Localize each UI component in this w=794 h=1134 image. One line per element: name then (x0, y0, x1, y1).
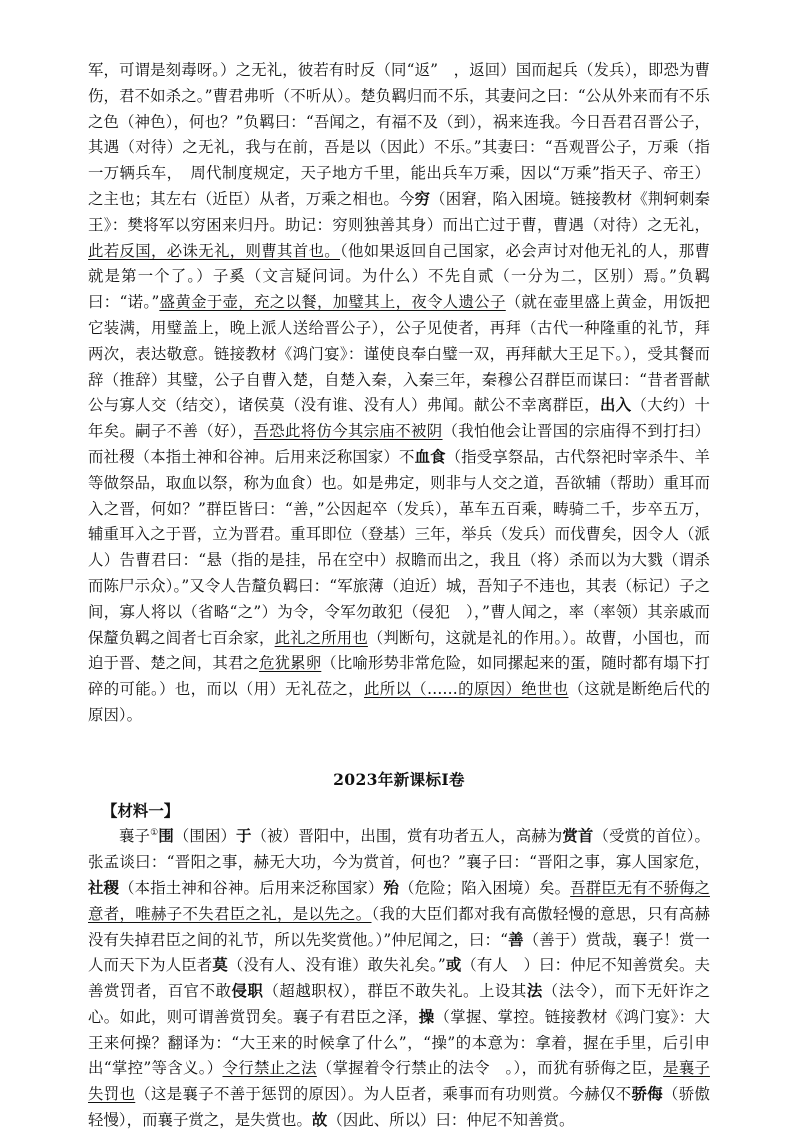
material-label: 【材料一】 (102, 801, 180, 820)
underlined-text: 吾群臣无有不骄侮之意者，唯赫子不失君臣之礼，是以先之。 (88, 878, 710, 923)
passage-1-paragraph (88, 58, 710, 729)
text-run: （比喻形势非常危险，如同摞起来的蛋，随时都有塌下打碎的可能。）也，而以（用）无礼莅之， (88, 654, 710, 699)
underlined-text: 此礼之所用也 (274, 628, 368, 647)
bold-keyword: 善 (508, 930, 524, 949)
bold-keyword: 侵职 (231, 982, 264, 1001)
text-run: 军，可谓是刻毒呀。）之无礼，彼若有时反（同“返” ，返回）国而起兵（发兵），即恐为曹伤，君不如杀之。”曹君弗听（不听从）。楚负羁归而不乐，其妻问之曰：“公从外来而有不乐之色（神色），何也？”负羁曰：“吾闻之，有福不及（到），祸来连我。今日吾君召晋公子，其遇（对待）之无礼，我与在前，吾是以（因此）不乐。”其妻曰：“吾观晋公子，万乘（指一万辆兵车， 周代制度规定，天子地方千里，能出兵车万乘，因以“万乘”指天子、帝王）之主也；其左右（近臣）从者，万乘之相也。今 (88, 61, 710, 208)
text-run: （超越职权），群臣不敢失礼。上设其 (263, 982, 527, 1001)
bold-keyword: 社稷 (88, 878, 120, 897)
bold-keyword: 血食 (414, 447, 446, 466)
text-run: （骄傲轻慢），而襄子赏之，是失赏也。 (88, 1085, 710, 1130)
text-run: （这是襄子不善于惩罚的原因）。为人臣者，乘事而有功则赏。今赫仅不 (135, 1085, 632, 1104)
text-run: （因此、所以）曰：仲尼不知善赏。 (327, 1111, 575, 1130)
underlined-text: 是襄子失罚也 (88, 1059, 710, 1104)
underlined-text: 盛黄金于壶，充之以餐，加璧其上，夜令人遗公子 (159, 293, 506, 312)
bold-keyword: 赏首 (562, 827, 594, 846)
bold-keyword: 莫 (212, 956, 228, 975)
underlined-text: 吾恐此将仿今其宗庙不被阴 (253, 422, 443, 441)
underlined-text: 此所以（……的原因）绝世也 (363, 680, 569, 699)
text-run: （这就是断绝后代的原因）。 (88, 680, 711, 724)
section-heading: 2023年新课标Ⅰ卷 (333, 769, 465, 789)
text-run: （危险；陷入困境）矣。 (399, 878, 571, 897)
text-run: （指受享祭品，古代祭祀时宰杀牛、羊等做祭品，取血以祭，称为血食）也。如是弗定，则非与人交之道，吾欲辅（帮助）重耳而入之晋，何如？”群臣皆曰：“善，”公因起卒（发兵），革车五百乘，畴骑二千，步卒五万，辅重耳入之于晋，立为晋君。重耳即位（登基）三年，举兵（发兵）而伐曹矣，因令人（派人）告曹君曰：“悬（指的是挂，吊在空中）叔瞻而出之，我且（将）杀而以为大戮（谓杀而陈尸示众）。”又令人告釐负羁曰：“军旅薄（迫近）城，吾知子不违也，其表（标记）子之间，寡人将以（省略“之”）为令，令军勿敢犯（侵犯 ），”曹人闻之，率（率领）其亲戚而保釐负羁之闾者七百余家， (88, 447, 710, 647)
text-run: （围困） (173, 827, 237, 846)
text-run: （掌握、掌控。链接教材《鸿门宴》：大王来何操？翻译为：“大王来的时候拿了什么”，“操”的本意为：拿着，握在手里，后引申出“掌控”等含义。） (88, 1007, 710, 1078)
text-run: （判断句，这就是礼的作用。）。故曹，小国也，而迫于晋、楚之间，其君之 (88, 628, 710, 673)
bold-keyword: 或 (445, 956, 462, 975)
bold-keyword: 围 (158, 827, 174, 846)
bold-keyword: 穷 (414, 189, 431, 208)
text-run: （受赏的首位）。张孟谈曰：“晋阳之事，赫无大功，今为赏首，何也？”襄子曰：“晋阳之事，寡人国家危， (88, 827, 710, 872)
underlined-text: 危犹累卵 (259, 654, 322, 673)
text-run: 襄子 (119, 827, 151, 846)
text-run: （有人 ）曰：仲尼不知善赏矣。夫善赏罚者，百官不敢 (88, 956, 710, 1001)
text-run: （法令），而下无奸诈之心。如此，则可谓善赏罚矣。襄子有君臣之泽， (88, 982, 711, 1026)
text-run: （善于）赏哉，襄子！赏一人而天下为人臣者 (88, 930, 710, 975)
text-run: （我怕他会让晋国的宗庙得不到打扫）而社稷（本指土神和谷神。后用来泛称国家）不 (88, 422, 710, 466)
bold-keyword: 殆 (383, 878, 400, 897)
passage-2-paragraph (88, 824, 710, 1134)
document-page (88, 58, 710, 1134)
bold-keyword: 于 (236, 827, 252, 846)
text-run: （就在壶里盛上黄金，用饭把它装满，用璧盖上，晚上派人送给晋公子），公子见使者，再拜（古代一种隆重的礼节，拜两次，表达敬意。链接教材《鸿门宴》：谨使良奉白璧一双，再拜献大王足下。），受其餐而辞（推辞）其璧，公子自曹入楚，自楚入秦，入秦三年，秦穆公召群臣而谋曰：“昔者晋献公与寡人交（结交），诸侯莫（没有谁、没有人）弗闻。献公不幸离群臣， (88, 293, 710, 415)
underlined-text: 令行禁止之法 (222, 1059, 317, 1078)
text-run: （大约）十年矣。嗣子不善（好）， (88, 396, 710, 441)
footnote-marker: ① (150, 828, 159, 839)
text-run: （没有人、没有谁）敢失礼矣。” (227, 956, 446, 975)
underlined-text: 此若反国，必诛无礼，则曹其首也。 (88, 241, 340, 260)
text-run: （掌握着令行禁止的法令 。），而犹有骄侮之臣， (316, 1059, 664, 1078)
text-run: （本指土神和谷神。后用来泛称国家） (119, 878, 384, 897)
bold-keyword: 故 (311, 1111, 328, 1130)
bold-keyword: 法 (526, 982, 543, 1001)
bold-keyword: 骄侮 (631, 1085, 664, 1104)
text-run: （被）晋阳中，出围，赏有功者五人，高赫为 (251, 827, 563, 846)
text-run: （困窘，陷入困境。链接教材《荆轲刺秦王》：樊将军以穷困来归丹。助记：穷则独善其身）而出亡过于曹，曹遇（对待）之无礼， (88, 189, 710, 234)
bold-keyword: 出入 (600, 396, 632, 415)
text-run: （他如果返回自己国家，必会声讨对他无礼的人，那曹就是第一个了。）子奚（文言疑问词。为什么）不先自贰（一分为二，区别）焉。”负羁曰：“诺。” (88, 241, 710, 312)
bold-keyword: 操 (418, 1007, 435, 1026)
text-run: （我的大臣们都对我有高傲轻慢的意思，只有高赫没有失掉君臣之间的礼节，所以先奖赏他。）”仲尼闻之，曰：“ (88, 904, 710, 949)
